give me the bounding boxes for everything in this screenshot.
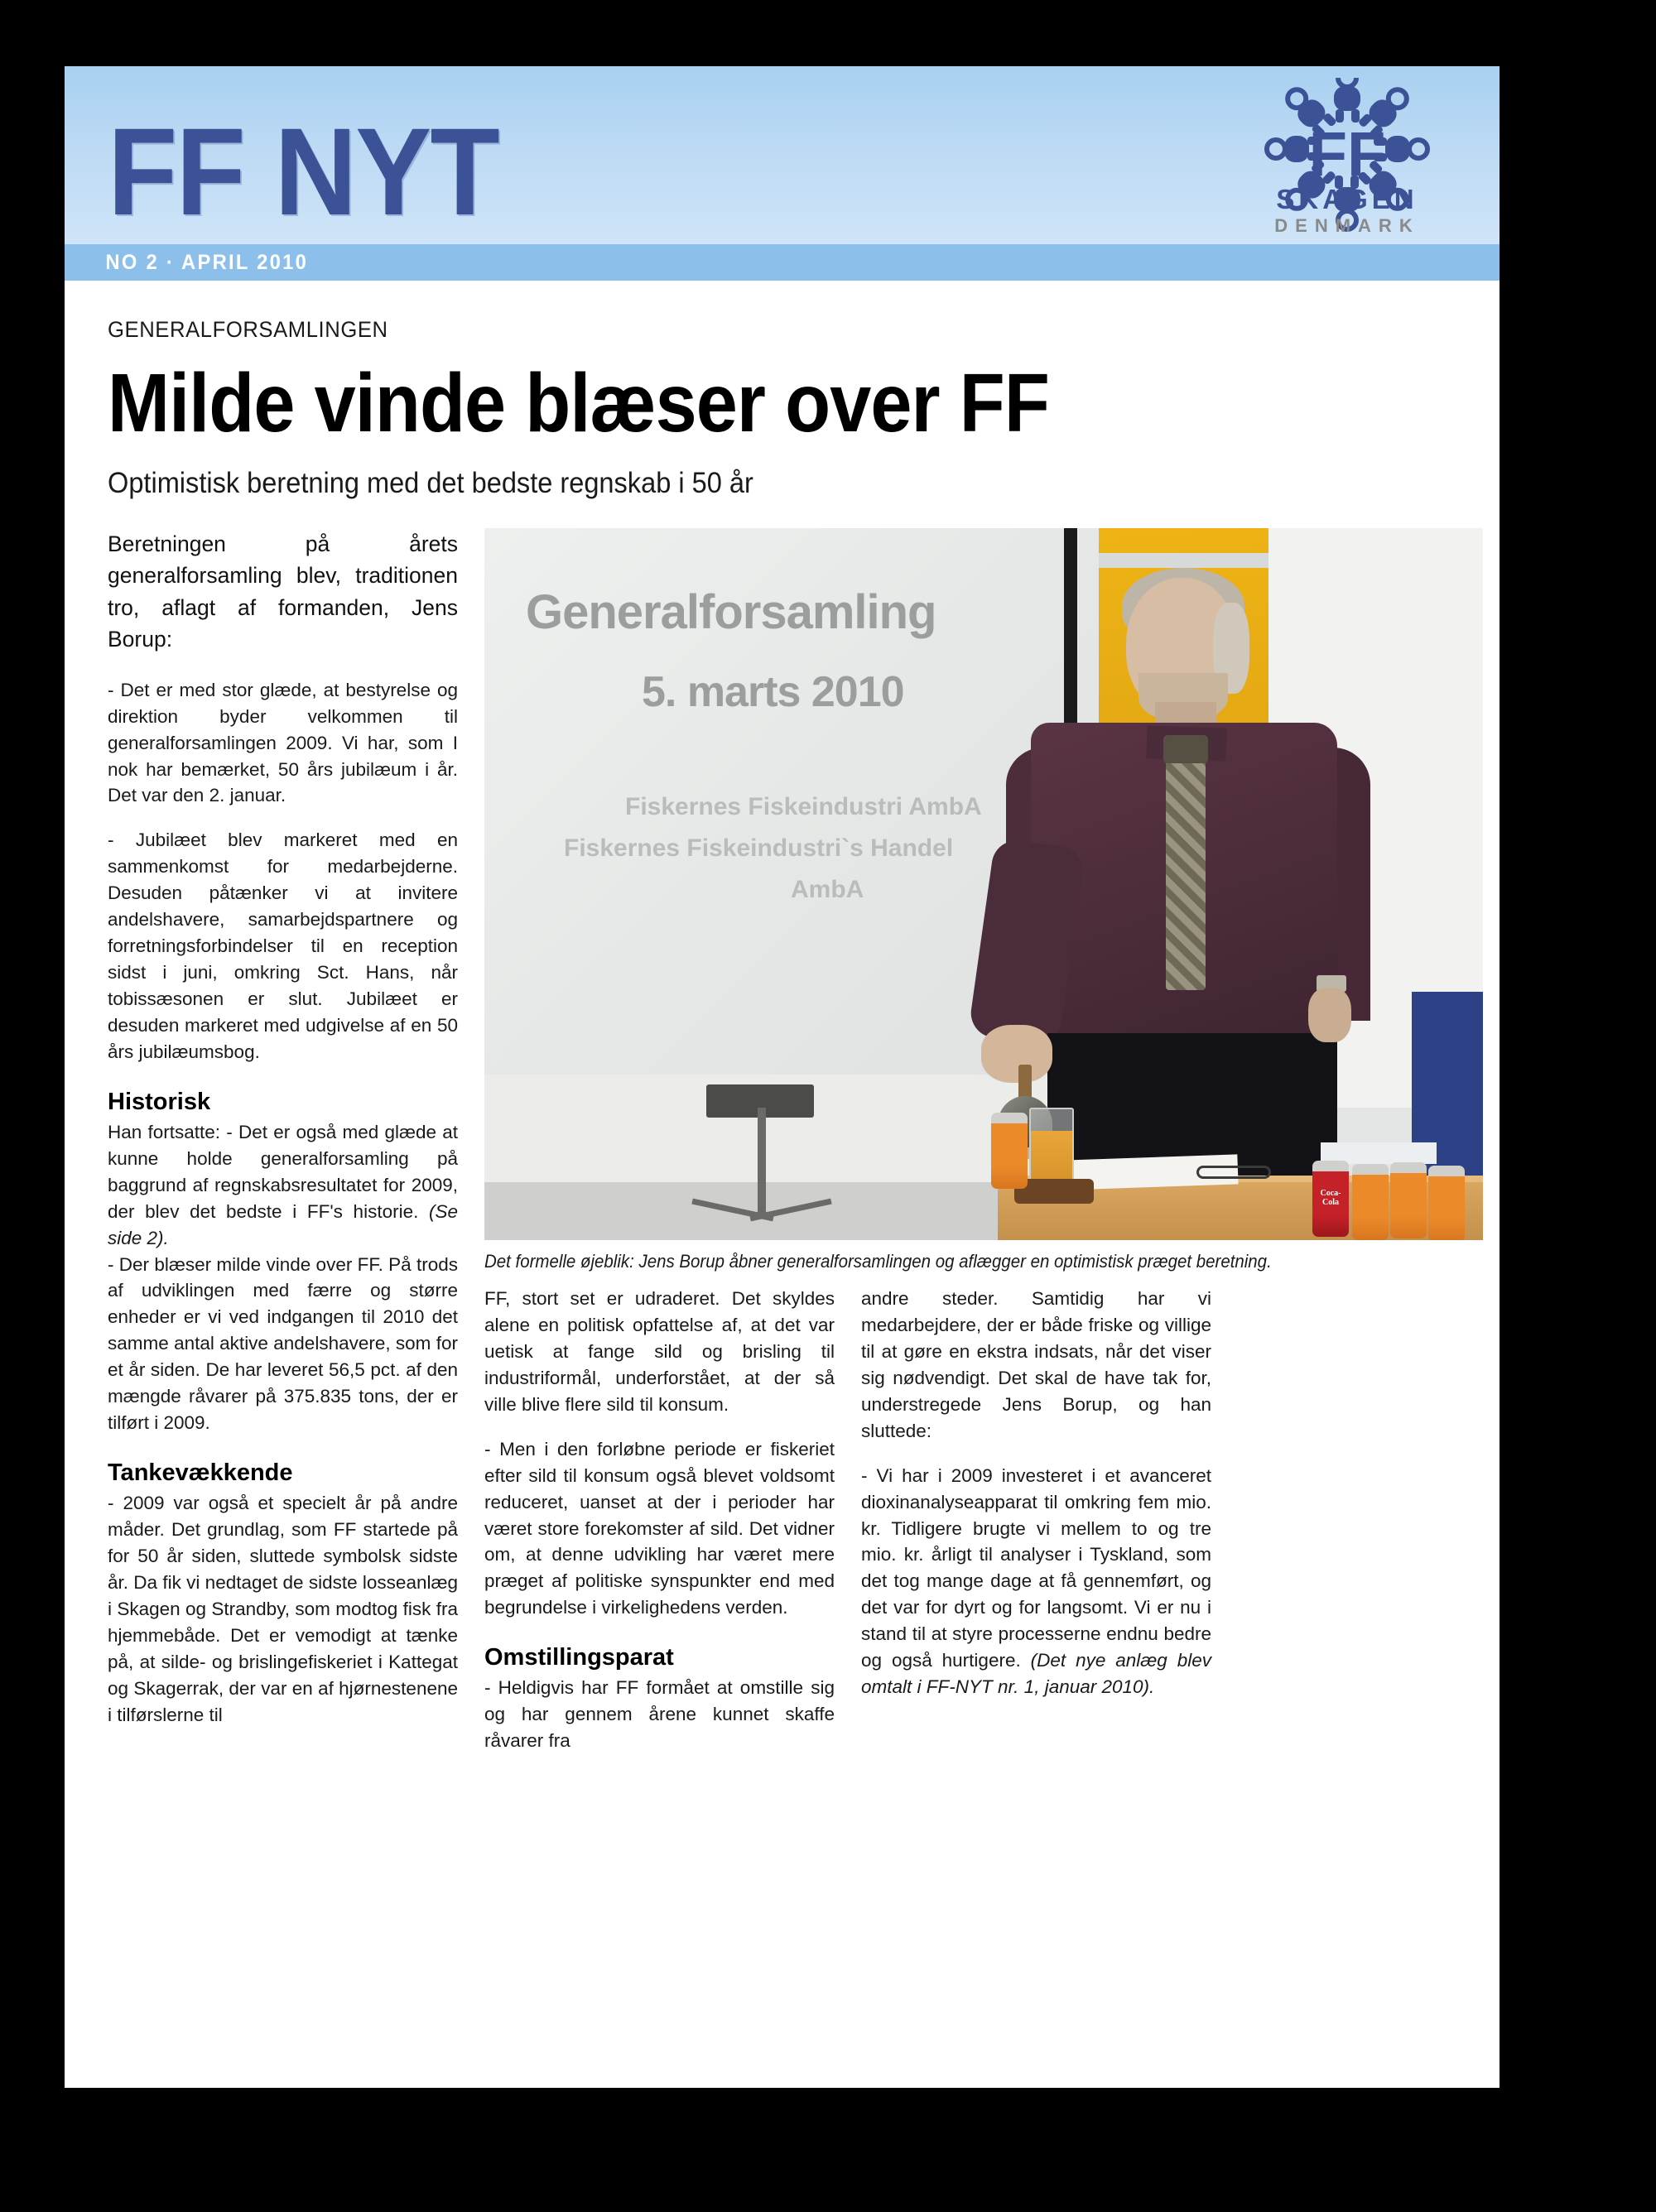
- person-hand-holding-bell: [981, 1025, 1052, 1083]
- slide-line-2: Fiskernes Fiskeindustri`s Handel: [564, 834, 954, 862]
- projector-stand-pole: [758, 1108, 766, 1215]
- col1-paragraph-3-note: (Se side 2).: [108, 1200, 458, 1248]
- col1-paragraph-1: - Det er med stor glæde, at bestyrelse og direktion byder velkommen til generalforsamlingen 2009. Vi har, som I nok har bemærket, 50 års jubilæum i år. Det var den 2. januar.: [108, 679, 458, 806]
- col3-paragraph-2: [861, 1463, 1211, 1700]
- article-kicker: GENERALFORSAMLINGEN: [108, 317, 388, 342]
- soda-can: [1428, 1166, 1465, 1240]
- lead-paragraph: Beretningen på årets generalforsamling blev, traditionen tro, aflagt af formanden, Jens Borup:: [108, 531, 458, 652]
- col1-paragraph-2: - Jubilæet blev markeret med en sammenkomst for medarbejderne. Desuden påtænker vi at invitere andelshavere, samarbejdspartnere og forretningsforbindelser til en reception sidst i juni, omkring Sct. Hans, når tobissæsonen er slut. Jubilæet er desuden markeret med udgivelse af en 50 års jubilæumsbog.: [108, 830, 458, 1062]
- col1-paragraph-3-text: Han fortsatte: - Det er også med glæde at kunne holde generalforsamling på baggrund af regnskabsresultatet for 2009, der blev det bedste i FF's historie.: [108, 1121, 458, 1222]
- ff-skagen-logo: [1223, 78, 1471, 243]
- necktie: [1166, 742, 1206, 990]
- person-hand-right: [1308, 988, 1351, 1042]
- slide-line-3: AmbA: [791, 876, 864, 903]
- section-heading-omstillingsparat: Omstillingsparat: [484, 1644, 674, 1671]
- soda-can: [1352, 1164, 1389, 1240]
- cola-can: [1312, 1161, 1349, 1237]
- col2-paragraph-2: - Men i den forløbne periode er fiskeriet efter sild til konsum også blevet voldsomt reduceret, uanset at der i perioder har været store forekomster af sild. Det vidner om, at denne udvikling har været mere præget af politiske synspunkter end med begrundelse i virkelighedens verden.: [484, 1438, 835, 1618]
- cola-can-label: Coca-Cola: [1320, 1189, 1341, 1207]
- newsletter-page: [65, 66, 1500, 2088]
- slide-date: 5. marts 2010: [642, 668, 904, 716]
- issue-bar: [65, 244, 1500, 281]
- meeting-photograph: [484, 528, 1483, 1240]
- slide-line-1: Fiskernes Fiskeindustri AmbA: [625, 793, 982, 820]
- column-3: [861, 1286, 1211, 1719]
- logo-wordmark: FF: [1308, 119, 1386, 190]
- screen-top-trim: [1099, 553, 1268, 568]
- col2-paragraph-1: FF, stort set er udraderet. Det skyldes alene en politisk opfattelse af, at det var uetisk at fange sild og brisling til industriformål, underforstået, at der så ville blive flere sild til konsum.: [484, 1288, 835, 1415]
- soda-can: [991, 1113, 1028, 1189]
- col1-paragraph-5: - 2009 var også et specielt år på andre måder. Det grundlag, som FF startede på for 50 år siden, sluttede symbolsk sidste år. Da fik vi nedtaget de sidste losseanlæg i Skagen og Strandby, som modtog fisk fra hjemmebåde. Det er vemodigt at tænke på, at silde- og brislingefiskeriet i Kattegat og Skagerrak, der var en af hjørnestenene i tilførslerne til: [108, 1493, 458, 1725]
- issue-label: NO 2 · APRIL 2010: [105, 250, 309, 274]
- glass-of-juice: [1029, 1108, 1074, 1182]
- article-headline: Milde vinde blæser over FF: [108, 357, 1049, 450]
- col1-paragraph-4: - Der blæser milde vinde over FF. På trods af udviklingen med færre og større enheder er vi ved indgangen til 2010 det samme antal aktive andelshavere, som for et år siden. De har leveret 56,5 pct. af den mængde råvarer på 375.835 tons, der er tilført i 2009.: [108, 1253, 458, 1434]
- article-subhead: Optimistisk beretning med det bedste regnskab i 50 år: [108, 467, 753, 499]
- column-1-top: [108, 528, 458, 1747]
- column-2: [484, 1286, 835, 1772]
- photo-column: [484, 528, 1483, 1772]
- section-heading-tankevaekkende: Tankevækkende: [108, 1459, 293, 1487]
- necktie-knot: [1163, 735, 1208, 763]
- logo-country: DENMARK: [1274, 215, 1420, 236]
- logo-brand: SKAGEN: [1276, 184, 1418, 214]
- section-heading-historisk: Historisk: [108, 1088, 211, 1115]
- col3-paragraph-2-text: - Vi har i 2009 investeret i et avanceret dioxinanalyseapparat til omkring fem mio. kr. Tidligere brugte vi mellem to og tre mio. kr. årligt til analyser i Tyskland, som det tog mange dage at få gennemført, og det var for dyrt og for langsomt. Vi er nu i stand til at styre processerne endnu bedre og også hurtigere.: [861, 1464, 1211, 1671]
- col2-paragraph-3: - Heldigvis har FF formået at omstille sig og har gennem årene kunnet skaffe råvarer fra: [484, 1677, 835, 1752]
- photo-caption: Det formelle øjeblik: Jens Borup åbner generalforsamlingen og aflægger en optimistisk præget beretning.: [484, 1251, 1272, 1272]
- col1-paragraph-3: [108, 1119, 458, 1252]
- soda-can: [1390, 1162, 1427, 1238]
- publication-title: FF NYT: [108, 102, 498, 241]
- slide-title: Generalforsamling: [526, 585, 936, 639]
- article-body: [65, 317, 1500, 1772]
- col3-paragraph-2-note: (Det nye anlæg blev omtalt i FF-NYT nr. 1, januar 2010).: [861, 1650, 1212, 1698]
- eyeglasses: [1196, 1166, 1271, 1179]
- bottom-columns: [484, 1286, 1483, 1772]
- top-region: [108, 528, 1456, 1772]
- col3-paragraph-1: andre steder. Samtidig har vi medarbejdere, der er både friske og villige til at gøre en ekstra indsats, når det viser sig nødvendigt. Det skal de have tak for, understregede Jens Borup, og han sluttede:: [861, 1288, 1211, 1441]
- masthead: [65, 66, 1500, 244]
